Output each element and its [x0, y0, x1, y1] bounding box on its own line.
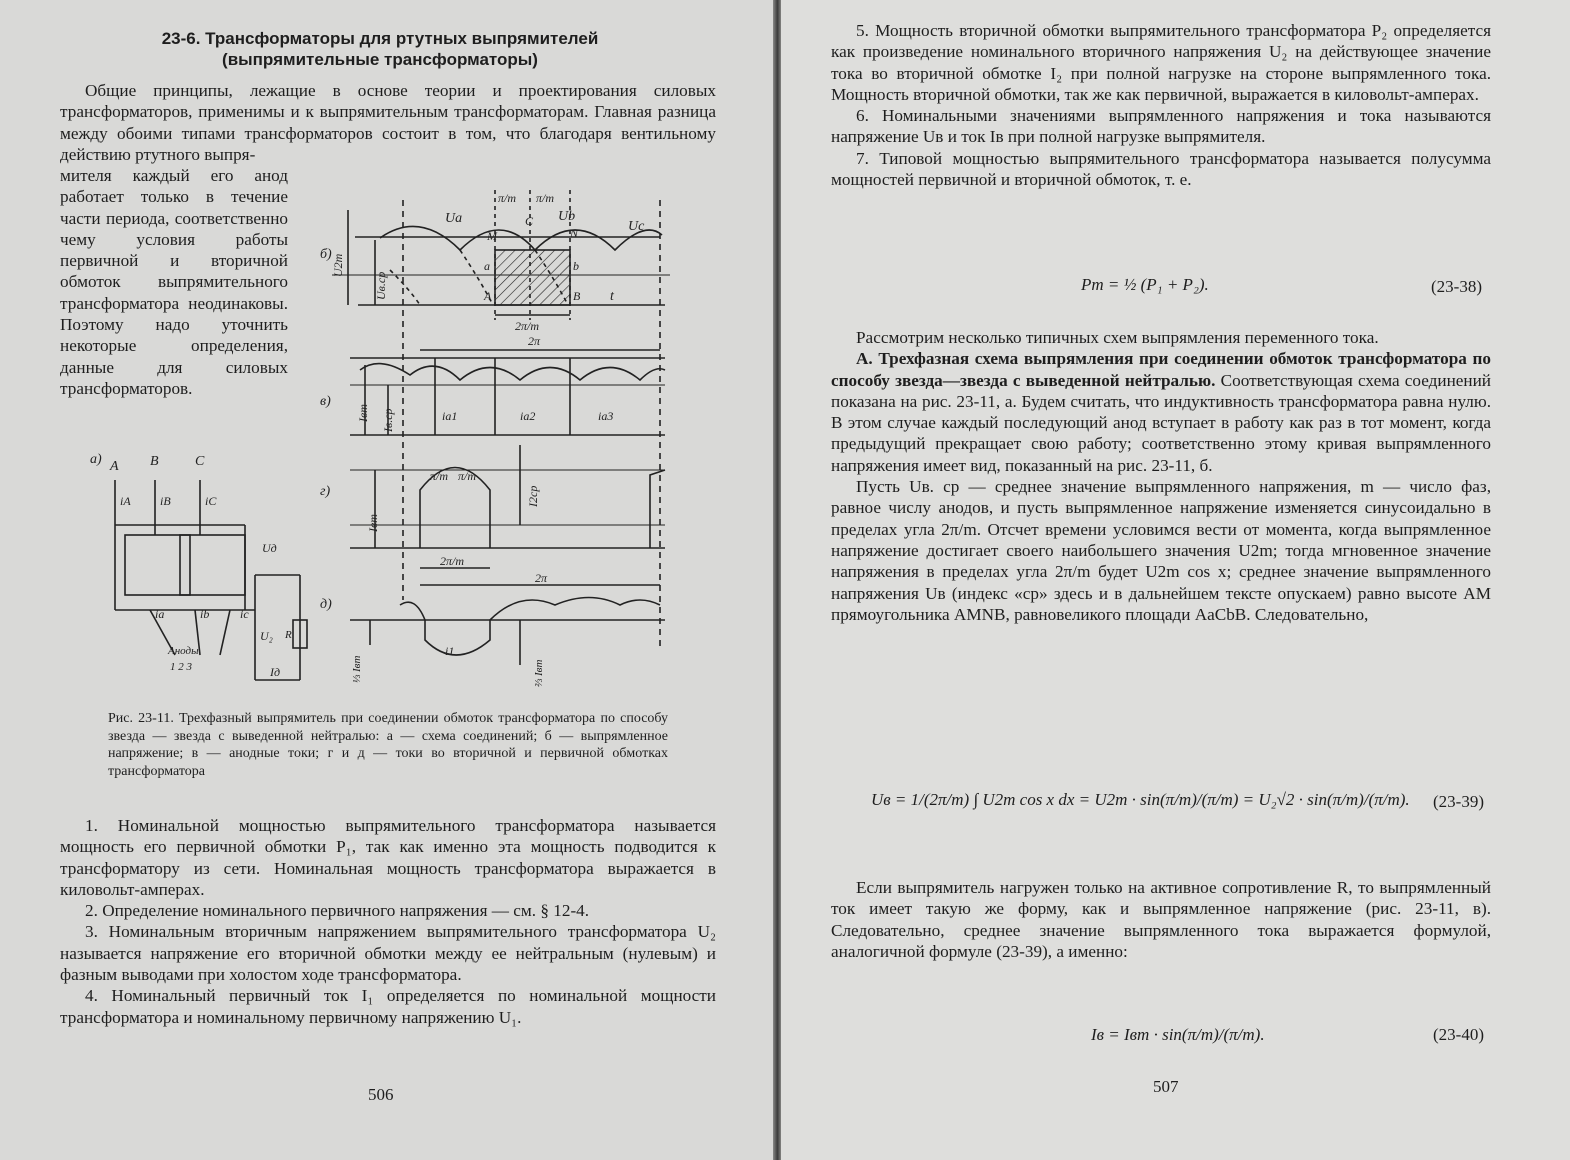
t-label: t [610, 289, 614, 304]
anode-wire-3 [220, 610, 230, 655]
label-g: г) [320, 484, 331, 499]
Uc-label: Uc [628, 219, 645, 234]
iB-label: iB [160, 494, 171, 508]
item-1: 1. Номинальной мощностью выпрямительного трансформатора называется мощность его первичной обмотки P₁, так как именно эта мощность подводится к трансформатору из сети. Номинальная мощность трансформатора выражается в киловольт-амперах. [60, 816, 716, 899]
U2-label: U₂ [260, 629, 273, 643]
pt-B: B [573, 289, 581, 303]
section-A-heading: А. Трехфазная схема выпрямления при соединении обмоток трансформатора по способу звезда—звезда с выведенной нейтралью. [831, 349, 1491, 390]
consider-paragraph: Рассмотрим несколько типичных схем выпрямления переменного тока. [856, 328, 1379, 347]
body-text-main [831, 327, 1491, 625]
eq-number-23-40: (23-40) [1433, 1025, 1484, 1044]
item-7: 7. Типовой мощностью выпрямительного трансформатора называется полусумма мощностей первичной и вторичной обмоток, т. е. [831, 148, 1491, 190]
formula-23-39: Uв = 1/(2π/m) ∫ U2m cos x dx = U2m · sin(π/m)/(π/m) = U₂√2 · sin(π/m)/(π/m). [871, 790, 1410, 809]
item-6: 6. Номинальными значениями выпрямленного напряжения и тока называются напряжение Uв и ток Iв при полной нагрузке выпрямителя. [831, 106, 1491, 147]
anodes-label: Аноды [168, 645, 199, 657]
Ibm-g-label: Iвm [366, 514, 380, 532]
ia-label: ia [155, 607, 165, 621]
Ua-label: Ua [445, 211, 463, 226]
third-I-label: ⅓ Iвm [351, 655, 363, 683]
eq-number-23-39: (23-39) [1433, 792, 1484, 811]
intro-paragraph [60, 80, 716, 165]
items-5-7 [831, 20, 1491, 190]
figure-23-11 [80, 180, 680, 700]
two-pi-m-g: 2π/m [440, 554, 465, 568]
let-paragraph: Пусть Uв. ср — среднее значение выпрямленного напряжения, m — число фаз, равное числу анодов, и пусть выпрямленное напряжение изменяется синусоидально в пределах угла 2π/m. Отсчет времени условимся вести от момента, когда выпрямленное напряжение достигает своего наибольшего значения U2m; тогда мгновенное значение напряжения в пределах угла 2π/m будет U2m cos x; среднее значение выпрямленного напряжения Uв (индекс «ср» здесь и в дальнейшем тексте опускаем) равно высоте AM прямоугольника AMNB, равновеликого площади AaCbB. Следовательно, [831, 477, 1491, 624]
ib-label: ib [200, 607, 210, 621]
g-pulse-2 [650, 470, 665, 548]
phase-B: B [150, 454, 159, 469]
two-pi-g: 2π [535, 571, 548, 585]
pt-M: M [487, 229, 497, 243]
if-load-paragraph: Если выпрямитель нагружен только на активное сопротивление R, то выпрямленный ток имеет такую же форму, как и выпрямленное напряжение (рис. 23-11, в). Следовательно, среднее значение выпрямленного тока выражается формулой, аналогичной формуле (23-39), а именно: [831, 878, 1491, 961]
iA-label: iA [120, 494, 131, 508]
item-3: 3. Номинальным вторичным напряжением выпрямительного трансформатора U₂ называется напряжение его вторичной обмотки между ее нейтральным (нулевым) и фазным выводами при холостом ходе трансформатора. [60, 922, 716, 985]
pi-m-g-1: π/m [430, 469, 449, 483]
right-page [781, 0, 1570, 1160]
phase-A: A [110, 459, 119, 474]
two-pi-m-b: 2π/m [515, 319, 540, 333]
ia1-label: ia1 [442, 409, 458, 423]
anode-numbers: 1 2 3 [170, 661, 192, 673]
I2cp-label: I2ср [526, 485, 540, 507]
b-hatched-area [495, 250, 570, 305]
pi-m-g-2: π/m [458, 469, 477, 483]
item-4: 4. Номинальный первичный ток I₁ определяется по номинальной мощности трансформатора и номинальному первичному напряжению U₁. [60, 986, 716, 1027]
label-d: д) [320, 597, 332, 612]
pt-N: N [570, 226, 579, 240]
page-number-506: 506 [368, 1085, 394, 1104]
label-b: б) [320, 247, 332, 262]
b-rectified-curve [380, 226, 662, 250]
pt-A: A [484, 289, 492, 303]
figure-caption [108, 710, 668, 780]
pt-b: b [573, 259, 579, 273]
section-title-line2: (выпрямительные трансформаторы) [222, 50, 538, 69]
left-page [0, 0, 775, 1160]
intro-text-full: Общие принципы, лежащие в основе теории и проектирования силовых трансформаторов, применимы и к выпрямительным трансформаторам. Главная разница между обоими типами трансформаторов состоит в том, что благодаря вентильному действию ртутного выпря- [60, 81, 716, 164]
items-1-4 [60, 815, 716, 1028]
two-pi-b: 2π [528, 334, 541, 348]
phase-C: C [195, 454, 205, 469]
page-number-507: 507 [1153, 1077, 1179, 1096]
Ibcp-label: Iв.ср [381, 408, 395, 432]
Ub-label: Ub [558, 209, 576, 224]
Ubcp-label: Uв.ср [374, 271, 388, 300]
formula-23-38: Pт = ½ (P₁ + P₂). [1081, 275, 1209, 294]
figure-caption-text: Рис. 23-11. Трехфазный выпрямитель при соединении обмоток трансформатора по способу звезда — звезда с выведенной нейтралью: а — схема соединений; б — выпрямленное напряжение; в — анодные токи; г и д — токи во вторичной и первичной обмотках трансформатора [108, 711, 668, 779]
formula-23-40: Iв = Iвm · sin(π/m)/(π/m). [1091, 1025, 1265, 1044]
section-title [120, 28, 640, 70]
ia3-label: ia3 [598, 409, 614, 423]
iC-label: iC [205, 494, 217, 508]
twothird-I-label: ⅔ Iвm [533, 659, 545, 687]
section-A-paragraph [831, 348, 1491, 476]
section-A-text: Соответствующая схема соединений показана на рис. 23-11, а. Будем считать, что индуктивность трансформатора равна нулю. В этом случае каждый последующий анод вступает в работу как раз в тот момент, когда предыдущий прекращает свою работу; соответственно этому кривая выпрямленного напряжения имеет вид, показанный на рис. 23-11, б. [831, 370, 1492, 475]
d-current-curve [400, 598, 660, 656]
body-text-load [831, 877, 1491, 962]
v-current-curve [360, 364, 665, 380]
pi-m-2: π/m [536, 191, 555, 205]
i1-label: i1 [445, 644, 455, 658]
eq-number-23-38: (23-38) [1431, 277, 1482, 296]
section-title-line1: 23-6. Трансформаторы для ртутных выпрямителей [161, 29, 599, 48]
ia2-label: ia2 [520, 409, 536, 423]
pi-m-1: π/m [498, 191, 517, 205]
Ibm-label: Iвm [356, 404, 370, 422]
pt-a: a [484, 259, 490, 273]
label-v: в) [320, 394, 331, 409]
item-2: 2. Определение номинального первичного напряжения — см. § 12-4. [85, 901, 590, 921]
R-label: R [285, 629, 292, 641]
Ud-label: Uд [262, 541, 277, 555]
ic-label: ic [240, 607, 249, 621]
item-5: 5. Мощность вторичной обмотки выпрямительного трансформатора P₂ определяется как произведение номинального вторичного напряжения U₂ на действующее значение тока во вторичной обмотке I₂ при полной нагрузке на стороне выпрямленного тока. Мощность вторичной обмотки, так же как первичной, выражается в киловольт-амперах. [831, 21, 1491, 104]
Id-label: Iд [270, 665, 281, 679]
intro-text-narrow: мителя каждый его анод работает только в течение части периода, соответственно чему условия работы первичной и вторичной обмоток выпрямительного трансформатора неодинаковы. Поэтому надо уточнить некоторые определения, данные для силовых трансформаторов. [60, 166, 288, 398]
pt-C: C [525, 214, 534, 228]
label-a: а) [90, 452, 102, 467]
U2m-label: U2m [331, 253, 345, 277]
